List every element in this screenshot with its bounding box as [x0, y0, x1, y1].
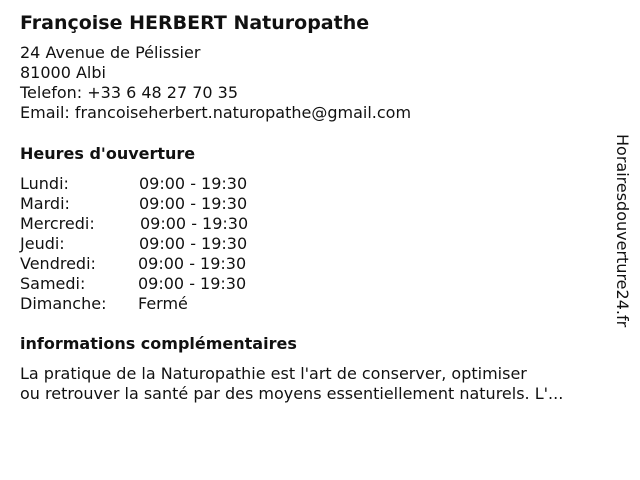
day-label: Lundi:: [20, 174, 69, 193]
hours-row-saturday: [20, 274, 350, 294]
closed-label: Fermé: [138, 294, 188, 313]
email-address: Email: francoiseherbert.naturopathe@gmail.com: [20, 103, 412, 122]
day-label: Mardi:: [20, 194, 70, 213]
time-range: 09:00 - 19:30: [139, 174, 248, 193]
time-range: 09:00 - 19:30: [140, 214, 249, 233]
day-label: Mercredi:: [20, 214, 95, 233]
day-label: Dimanche:: [20, 294, 107, 313]
opening-hours-heading: Heures d'ouverture: [20, 144, 196, 163]
street-address: 24 Avenue de Pélissier: [20, 43, 201, 62]
description-text: [20, 364, 563, 404]
hours-row-friday: [20, 254, 350, 274]
day-label: Vendredi:: [20, 254, 96, 273]
day-label: Jeudi:: [20, 234, 65, 253]
opening-hours-table: [20, 174, 350, 314]
description-line: La pratique de la Naturopathie est l'art de conserver, optimiser: [20, 364, 527, 383]
day-label: Samedi:: [20, 274, 86, 293]
description-line: ou retrouver la santé par des moyens essentiellement naturels. L'...: [20, 384, 564, 403]
time-range: 09:00 - 19:30: [138, 254, 247, 273]
time-range: 09:00 - 19:30: [139, 234, 248, 253]
hours-row-wednesday: [20, 214, 350, 234]
hours-row-thursday: [20, 234, 350, 254]
business-title: Françoise HERBERT Naturopathe: [20, 12, 370, 34]
hours-row-monday: [20, 174, 350, 194]
additional-info-heading: informations complémentaires: [20, 334, 297, 353]
contact-block: [20, 43, 411, 123]
time-range: 09:00 - 19:30: [139, 194, 248, 213]
hours-row-sunday: [20, 294, 350, 314]
city-postcode: 81000 Albi: [20, 63, 106, 82]
time-range: 09:00 - 19:30: [138, 274, 247, 293]
hours-row-tuesday: [20, 194, 350, 214]
phone-number: Telefon: +33 6 48 27 70 35: [20, 83, 239, 102]
site-watermark-text: Horairesdouverture24.fr: [613, 134, 632, 328]
